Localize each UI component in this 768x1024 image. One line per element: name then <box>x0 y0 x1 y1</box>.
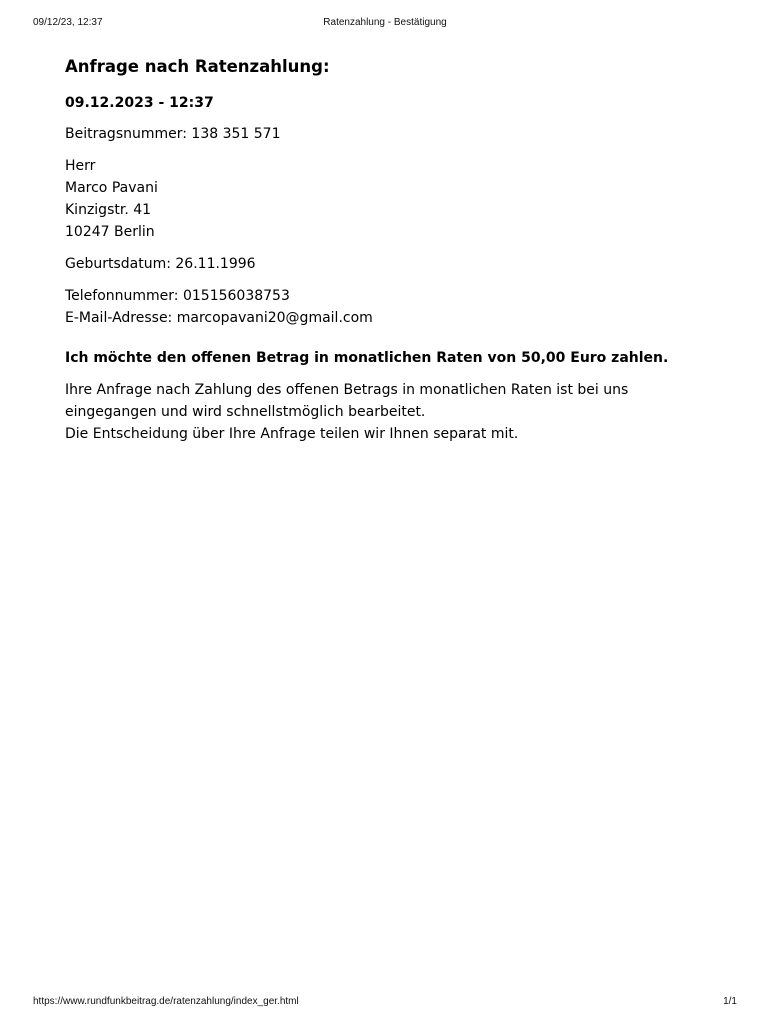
confirmation-text <box>65 379 715 445</box>
request-date-time: 09.12.2023 - 12:37 <box>65 95 214 111</box>
print-datetime: 09/12/23, 12:37 <box>33 17 103 28</box>
print-header <box>33 17 737 31</box>
confirmation-line-1: Ihre Anfrage nach Zahlung des offenen Betrags in monatlichen Raten ist bei uns eingegangen und wird schnellstmöglich bearbeitet. <box>65 382 629 420</box>
birthdate: Geburtsdatum: 26.11.1996 <box>65 256 256 272</box>
document-content <box>65 56 715 455</box>
contact-block <box>65 285 715 329</box>
print-footer <box>33 996 737 1010</box>
confirmation-line-2: Die Entscheidung über Ihre Anfrage teilen wir Ihnen separat mit. <box>65 426 519 442</box>
email-address: E-Mail-Adresse: marcopavani20@gmail.com <box>65 310 373 326</box>
address-name: Marco Pavani <box>65 180 158 196</box>
address-city: 10247 Berlin <box>65 224 155 240</box>
phone-number: Telefonnummer: 015156038753 <box>65 288 290 304</box>
print-page-number: 1/1 <box>723 996 737 1007</box>
address-salutation: Herr <box>65 158 96 174</box>
contribution-number: Beitragsnummer: 138 351 571 <box>65 126 281 142</box>
print-url: https://www.rundfunkbeitrag.de/ratenzahlung/index_ger.html <box>33 996 299 1007</box>
print-page-title: Ratenzahlung - Bestätigung <box>323 17 447 28</box>
page-title: Anfrage nach Ratenzahlung: <box>65 57 330 76</box>
request-statement: Ich möchte den offenen Betrag in monatlichen Raten von 50,00 Euro zahlen. <box>65 350 669 366</box>
address-block <box>65 155 715 243</box>
address-street: Kinzigstr. 41 <box>65 202 152 218</box>
